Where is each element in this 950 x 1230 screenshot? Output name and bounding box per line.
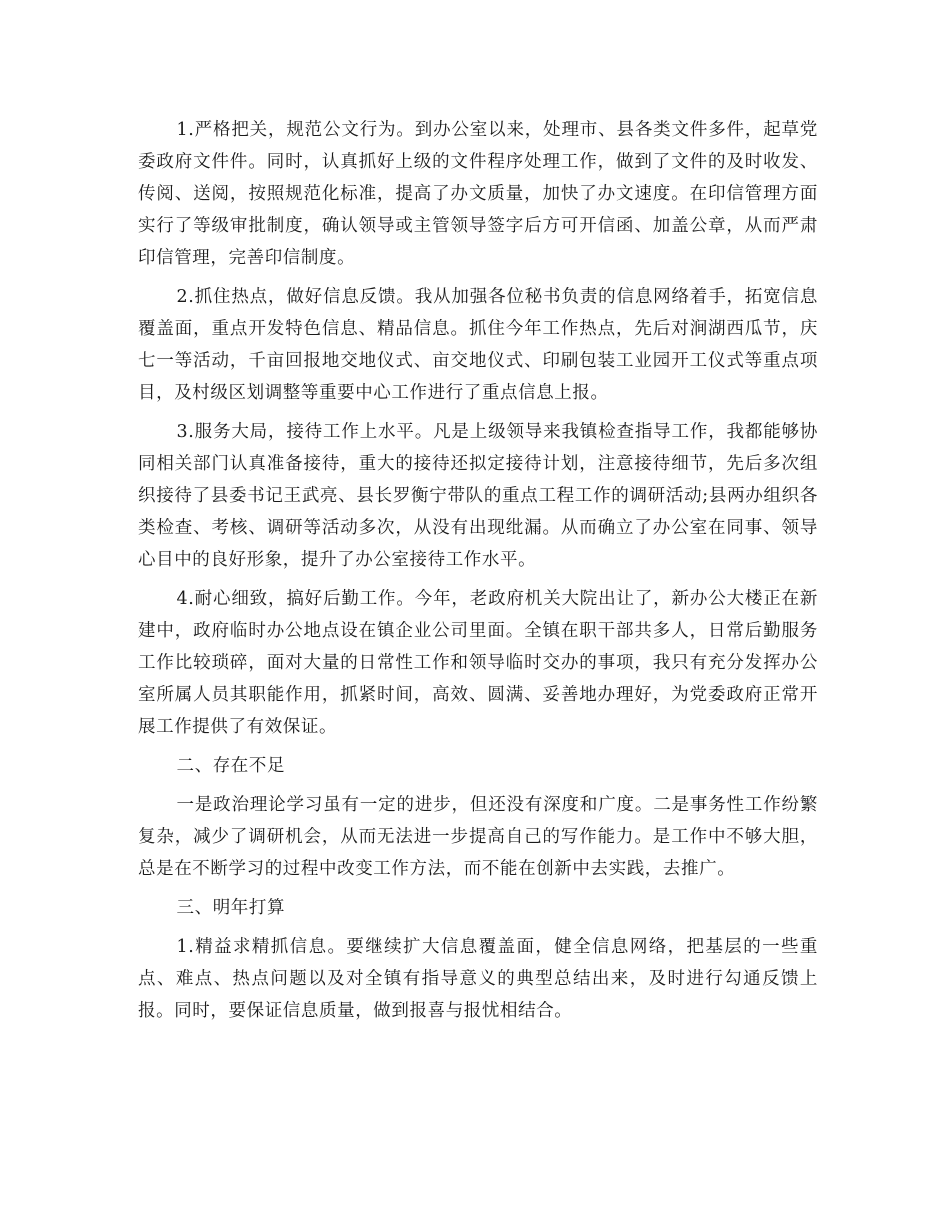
paragraph-4: 4.耐心细致，搞好后勤工作。今年，老政府机关大院出让了，新办公大楼正在新建中，政府临时办公地点设在镇企业公司里面。全镇在职干部共多人，日常后勤服务工作比较琐碎，面对大量的日常性工作和领导临时交办的事项，我只有充分发挥办公室所属人员其职能作用，抓紧时间，高效、圆满、妥善地办理好，为党委政府正常开展工作提供了有效保证。 (138, 589, 818, 737)
paragraph-3: 3.服务大局，接待工作上水平。凡是上级领导来我镇检查指导工作，我都能够协同相关部门认真准备接待，重大的接待还拟定接待计划，注意接待细节，先后多次组织接待了县委书记王武亮、县长罗衡宁带队的重点工程工作的调研活动;县两办组织各类检查、考核、调研等活动多次，从没有出现纰漏。从而确立了办公室在同事、领导心目中的良好形象，提升了办公室接待工作水平。 (138, 422, 818, 570)
section-heading-next-year-plan: 三、明年打算 (176, 898, 286, 918)
paragraph-6: 1.精益求精抓信息。要继续扩大信息覆盖面，健全信息网络，把基层的一些重点、难点、热点问题以及对全镇有指导意义的典型总结出来，及时进行勾通反馈上报。同时，要保证信息质量，做到报喜与报忧相结合。 (138, 937, 818, 1021)
section-heading-shortcomings: 二、存在不足 (176, 756, 286, 776)
paragraph-1: 1.严格把关，规范公文行为。到办公室以来，处理市、县各类文件多件，起草党委政府文件件。同时，认真抓好上级的文件程序处理工作，做到了文件的及时收发、传阅、送阅，按照规范化标准，提高了办文质量，加快了办文速度。在印信管理方面实行了等级审批制度，确认领导或主管领导签字后方可开信函、加盖公章，从而严肃印信管理，完善印信制度。 (138, 120, 818, 268)
paragraph-5: 一是政治理论学习虽有一定的进步，但还没有深度和广度。二是事务性工作纷繁复杂，减少了调研机会，从而无法进一步提高自己的写作能力。是工作中不够大胆，总是在不断学习的过程中改变工作方法，而不能在创新中去实践，去推广。 (138, 795, 818, 879)
paragraph-2: 2.抓住热点，做好信息反馈。我从加强各位秘书负责的信息网络着手，拓宽信息覆盖面，重点开发特色信息、精品信息。抓住今年工作热点，先后对涧湖西瓜节，庆七一等活动，千亩回报地交地仪式、亩交地仪式、印刷包装工业园开工仪式等重点项目，及村级区划调整等重要中心工作进行了重点信息上报。 (138, 287, 818, 403)
document-body (138, 114, 818, 1034)
